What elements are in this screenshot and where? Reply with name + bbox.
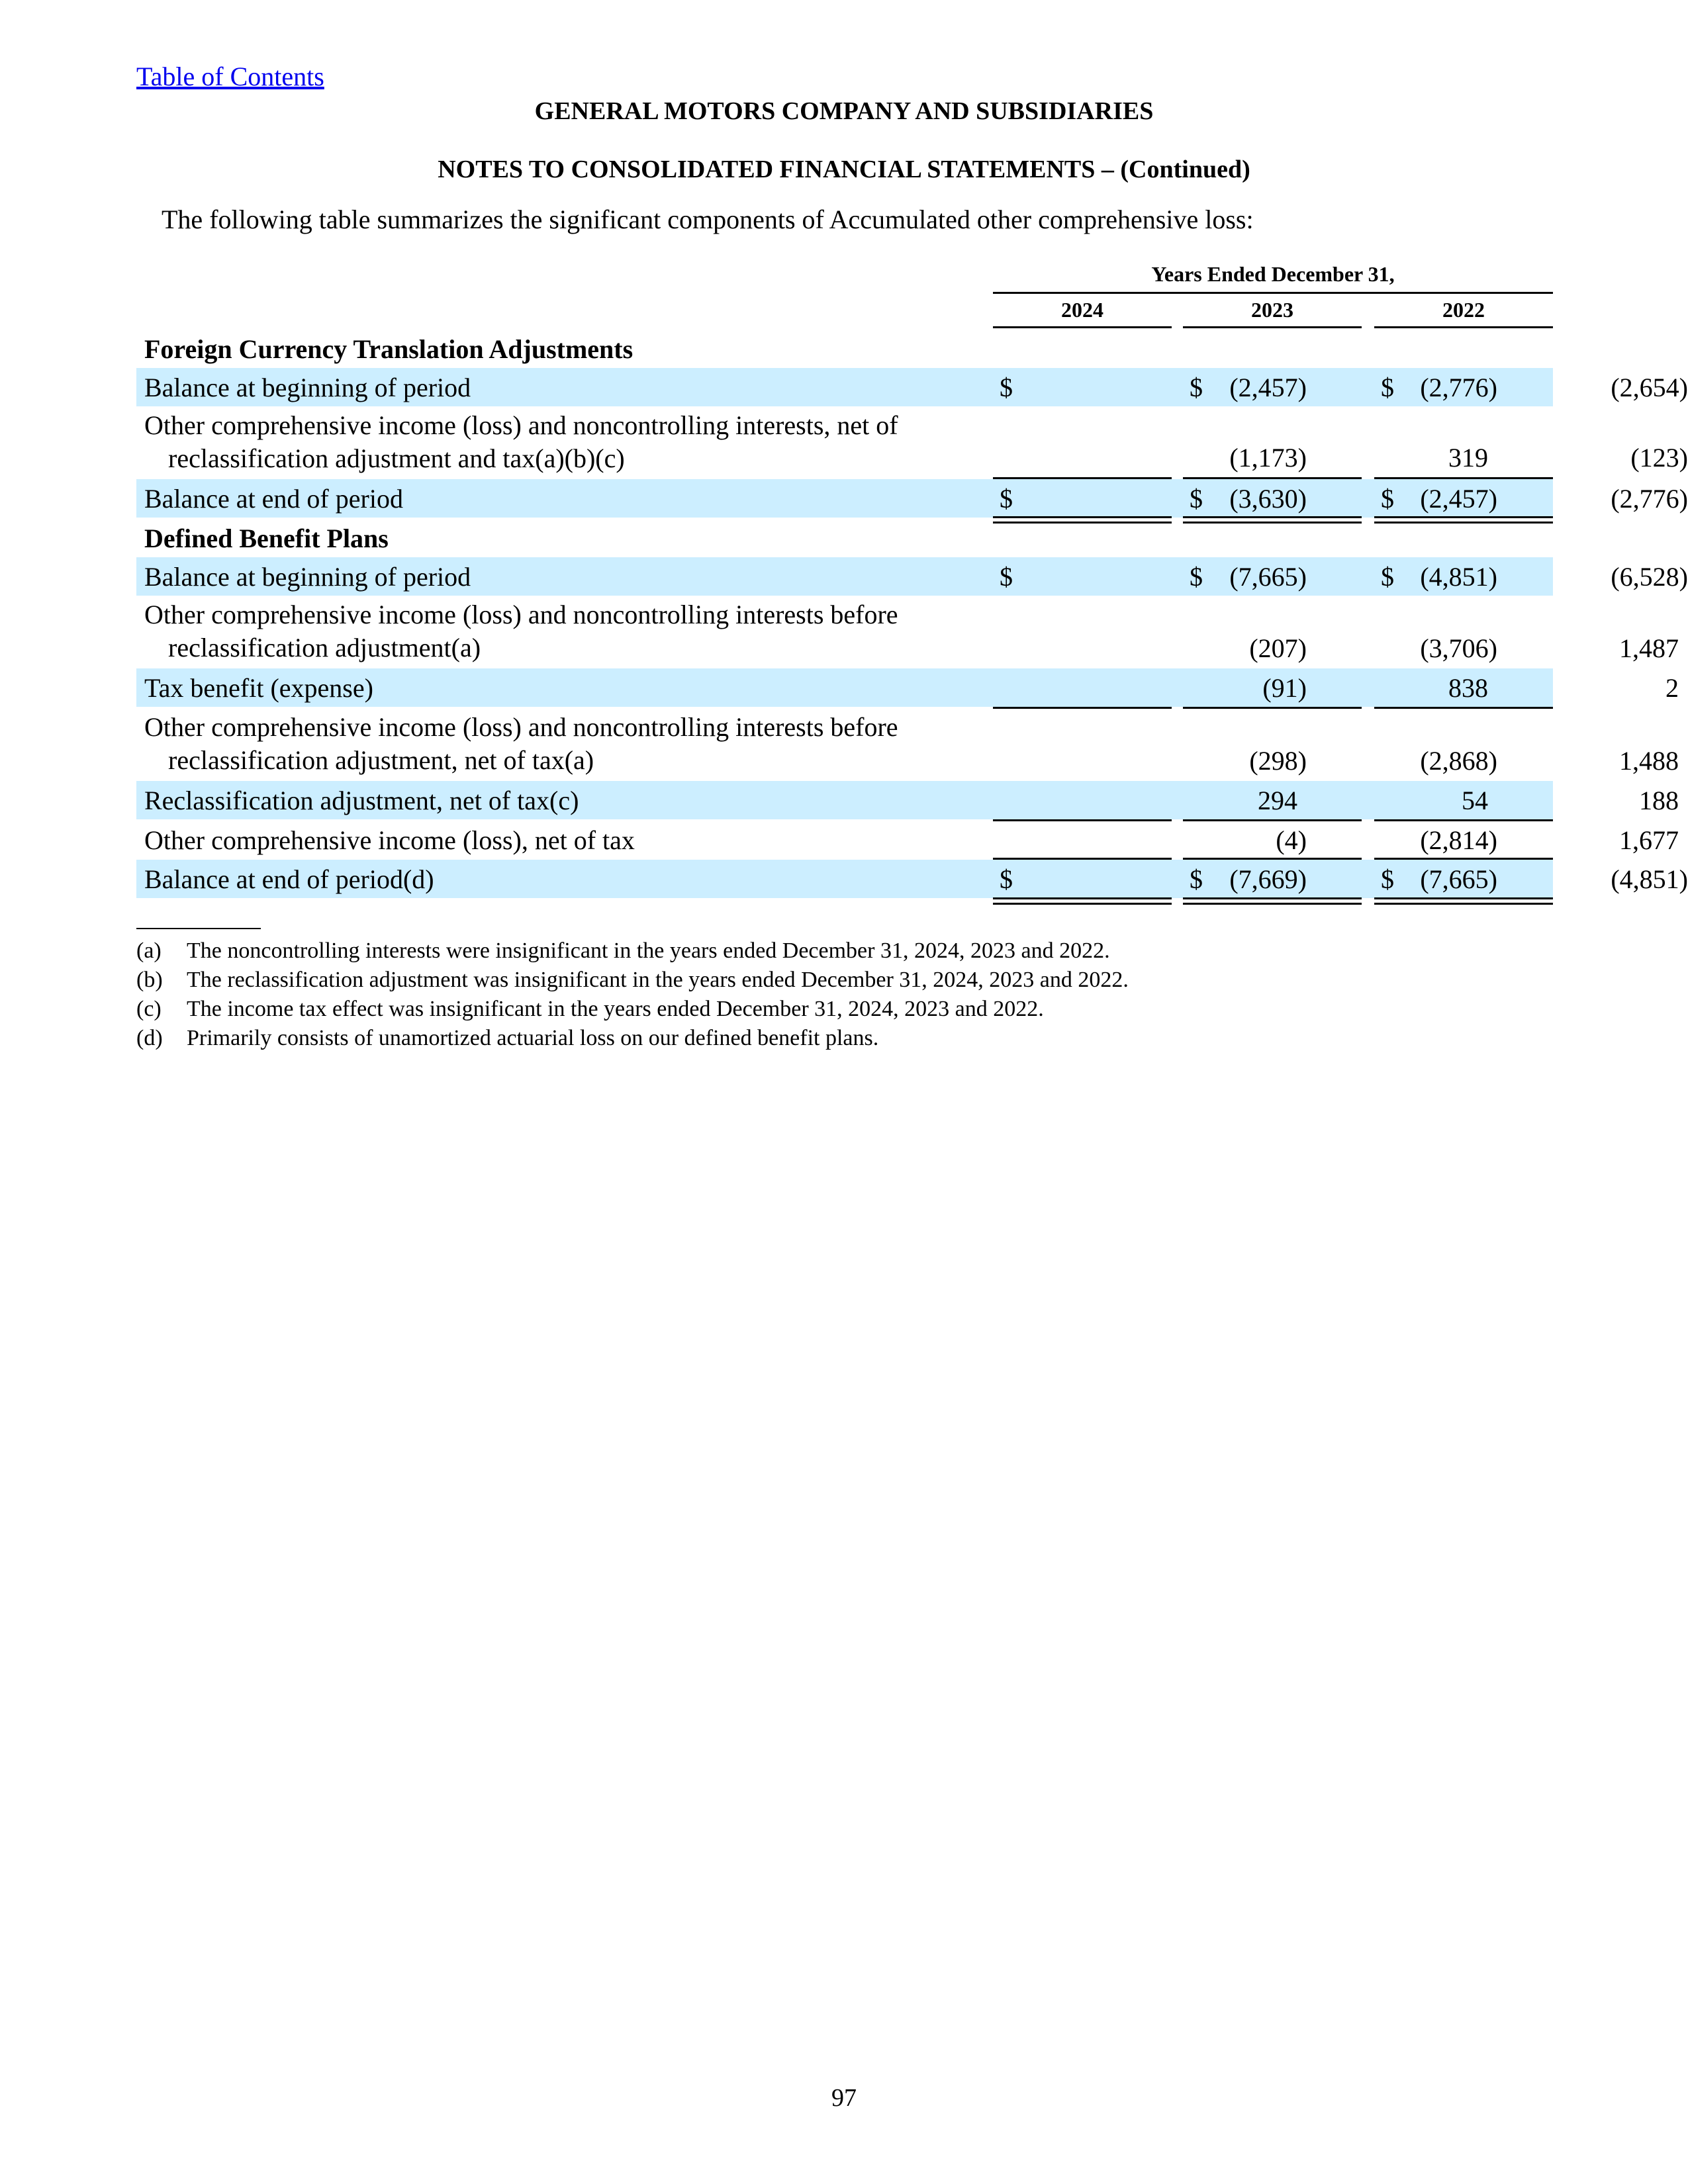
currency-symbol: $ bbox=[1381, 484, 1394, 514]
currency-symbol: $ bbox=[1190, 562, 1203, 592]
footnote-b: (b) The reclassification adjustment was insignificant in the years ended December 31, 2024, 2023 and 2022. bbox=[136, 968, 1129, 992]
table-row bbox=[136, 821, 1679, 858]
footnote-rule bbox=[136, 928, 261, 929]
footnote-c: (c) The income tax effect was insignificant in the years ended December 31, 2024, 2023 and 2022. bbox=[136, 997, 1044, 1021]
value-2023: 319 bbox=[1448, 443, 1488, 473]
row-label: Balance at end of period bbox=[144, 484, 403, 514]
value-2022: 1,677 bbox=[1619, 825, 1679, 855]
table-row bbox=[136, 668, 1679, 707]
page-number: 97 bbox=[831, 2084, 857, 2112]
row-label: Balance at beginning of period bbox=[144, 373, 471, 402]
value-2023: 54 bbox=[1462, 786, 1488, 815]
section-title-label: Defined Benefit Plans bbox=[144, 523, 389, 553]
row-label: Other comprehensive income (loss) and noncontrolling interests, net of reclassification adjustment and tax(a)(b)(c) bbox=[144, 410, 898, 473]
row-label: Balance at end of period(d) bbox=[144, 864, 434, 894]
row-label: Reclassification adjustment, net of tax(c) bbox=[144, 786, 579, 815]
value-2024: 294 bbox=[1258, 786, 1297, 815]
section-title-label: Foreign Currency Translation Adjustments bbox=[144, 334, 633, 364]
row-label: Other comprehensive income (loss) and noncontrolling interests before reclassification adjustment(a) bbox=[144, 600, 898, 662]
currency-symbol: $ bbox=[1190, 373, 1203, 402]
table-row bbox=[136, 781, 1679, 819]
currency-symbol: $ bbox=[1000, 373, 1013, 402]
value-2022: 1,487 bbox=[1619, 633, 1679, 663]
row-label: Tax benefit (expense) bbox=[144, 673, 373, 703]
value-2022: (2,776) bbox=[1611, 484, 1688, 514]
footnote-a: (a) The noncontrolling interests were insignificant in the years ended December 31, 2024, 2023 and 2022. bbox=[136, 938, 1110, 963]
currency-symbol: $ bbox=[1190, 864, 1203, 894]
value-2023: (2,868) bbox=[1420, 746, 1497, 776]
value-2024: (2,457) bbox=[1229, 373, 1307, 402]
table-row bbox=[136, 557, 1688, 596]
currency-symbol: $ bbox=[1000, 864, 1013, 894]
value-2024: (7,665) bbox=[1229, 562, 1307, 592]
currency-symbol: $ bbox=[1381, 373, 1394, 402]
years-ended-header: Years Ended December 31, bbox=[1151, 262, 1395, 286]
table-row bbox=[136, 708, 1679, 780]
section-title-foreign-currency bbox=[136, 331, 1553, 368]
value-2024: (207) bbox=[1249, 633, 1307, 663]
value-2022: 2 bbox=[1665, 673, 1679, 703]
total-double-rule bbox=[1183, 897, 1362, 905]
value-2024: (298) bbox=[1249, 746, 1307, 776]
value-2024: (3,630) bbox=[1229, 484, 1307, 514]
currency-symbol: $ bbox=[1381, 864, 1394, 894]
value-2022: (6,528) bbox=[1611, 562, 1688, 592]
currency-symbol: $ bbox=[1000, 484, 1013, 514]
value-2023: (3,706) bbox=[1420, 633, 1497, 663]
value-2022: (4,851) bbox=[1611, 864, 1688, 894]
value-2022: 1,488 bbox=[1619, 746, 1679, 776]
value-2024: (7,669) bbox=[1229, 864, 1307, 894]
years-header-rule bbox=[993, 292, 1553, 294]
table-of-contents-link[interactable]: Table of Contents bbox=[136, 62, 324, 91]
column-rule-2024 bbox=[993, 326, 1172, 328]
currency-symbol: $ bbox=[1381, 562, 1394, 592]
row-label: Other comprehensive income (loss), net of tax bbox=[144, 825, 635, 855]
column-header-2023: 2023 bbox=[1251, 298, 1293, 322]
section-title-defined-benefit bbox=[136, 520, 1553, 557]
table-row bbox=[136, 406, 1688, 478]
column-rule-2022 bbox=[1374, 326, 1553, 328]
value-2022: (123) bbox=[1630, 443, 1688, 473]
value-2024: (4) bbox=[1276, 825, 1307, 855]
value-2023: (2,457) bbox=[1420, 484, 1497, 514]
company-title: GENERAL MOTORS COMPANY AND SUBSIDIARIES bbox=[534, 97, 1154, 125]
value-2024: (91) bbox=[1262, 673, 1307, 703]
table-row bbox=[136, 860, 1688, 898]
table-row bbox=[136, 596, 1679, 668]
value-2023: (7,665) bbox=[1420, 864, 1497, 894]
notes-title: NOTES TO CONSOLIDATED FINANCIAL STATEMENTS – (Continued) bbox=[438, 156, 1250, 183]
value-2022: (2,654) bbox=[1611, 373, 1688, 402]
table-row bbox=[136, 479, 1688, 518]
currency-symbol: $ bbox=[1190, 484, 1203, 514]
total-double-rule bbox=[1374, 897, 1553, 905]
currency-symbol: $ bbox=[1000, 562, 1013, 592]
row-label: Other comprehensive income (loss) and noncontrolling interests before reclassification adjustment, net of tax(a) bbox=[144, 712, 898, 775]
value-2023: (2,814) bbox=[1420, 825, 1497, 855]
column-rule-2023 bbox=[1183, 326, 1362, 328]
value-2023: 838 bbox=[1448, 673, 1488, 703]
value-2023: (4,851) bbox=[1420, 562, 1497, 592]
intro-paragraph: The following table summarizes the significant components of Accumulated other comprehensive loss: bbox=[162, 205, 1254, 234]
table-row bbox=[136, 368, 1688, 406]
total-double-rule bbox=[993, 897, 1172, 905]
row-label: Balance at beginning of period bbox=[144, 562, 471, 592]
value-2024: (1,173) bbox=[1229, 443, 1307, 473]
value-2022: 188 bbox=[1639, 786, 1679, 815]
column-header-2022: 2022 bbox=[1442, 298, 1485, 322]
value-2023: (2,776) bbox=[1420, 373, 1497, 402]
column-header-2024: 2024 bbox=[1061, 298, 1103, 322]
footnote-d: (d) Primarily consists of unamortized actuarial loss on our defined benefit plans. bbox=[136, 1026, 879, 1050]
